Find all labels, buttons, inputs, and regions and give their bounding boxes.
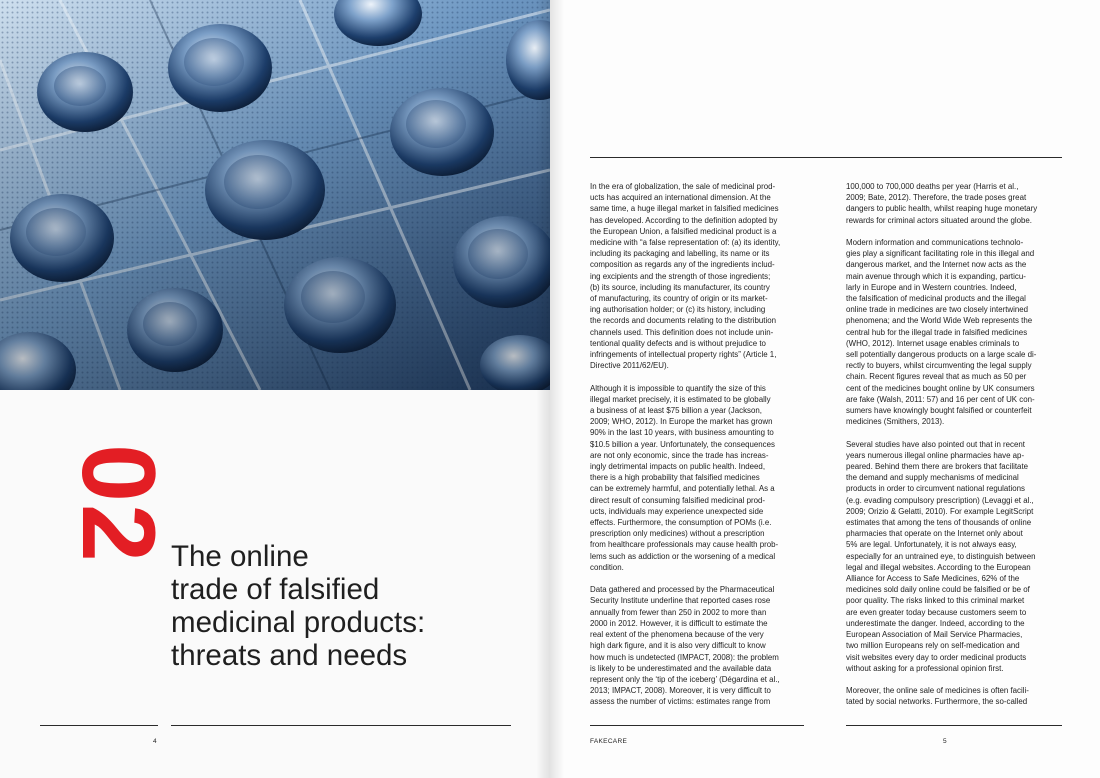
body-text-line: has developed. According to the definition adopted by <box>590 215 778 225</box>
body-text-line: (e.g. evading compulsory prescription) (Levaggi et al., <box>846 495 1034 505</box>
body-text-line: 2000 in 2012. However, it is difficult to estimate the <box>590 618 768 628</box>
body-text-line: Security Institute underline that reported cases rose <box>590 596 771 606</box>
body-text-line: central hub for the illegal trade in falsified medicines <box>846 327 1028 337</box>
paragraph-gap <box>846 226 1060 237</box>
body-text-line: Although it is impossible to quantify the size of this <box>590 383 766 393</box>
body-text-line: rectly to buyers, whilst circumventing the legal supply <box>846 361 1032 371</box>
body-text-line: 90% in the last 10 years, with business amounting to <box>590 428 774 438</box>
body-text-line: In the era of globalization, the sale of medicinal prod- <box>590 182 776 191</box>
body-text-line: lems such as addiction or the worsening of a medical <box>590 551 776 561</box>
body-text-line: the demand and supply mechanisms of medicinal <box>846 473 1019 483</box>
body-text-line: sumers have knowingly bought falsified or counterfeit <box>846 406 1032 416</box>
body-text-line: annually from fewer than 250 in 2002 to more than <box>590 607 767 617</box>
body-text-line: assess the number of victims: estimates range from <box>590 697 771 707</box>
text-column-left <box>590 181 804 708</box>
body-text-line: rewards for criminal actors situated around the globe. <box>846 215 1032 225</box>
body-text-line: main avenue through which it is expanding, particu- <box>846 271 1026 281</box>
body-text-line: ucts has acquired an international dimension. At the <box>590 193 771 203</box>
body-text-line: ing authorisation holder; or (c) its history, including <box>590 305 766 315</box>
chapter-title <box>171 540 531 672</box>
body-text-line: cent of the medicines bought online by UK consumers <box>846 383 1035 393</box>
body-text-line: online trade in medicines are two closely intertwined <box>846 305 1029 315</box>
right-page <box>550 0 1100 778</box>
body-text-line: medicines (Smithers, 2013). <box>846 417 945 427</box>
body-text-line: real extent of the phenomena because of the very <box>590 630 764 640</box>
body-text-line: ing excipients and the strength of those ingredients; <box>590 271 771 281</box>
body-text-line: from healthcare professionals may cause health prob- <box>590 540 779 550</box>
body-text-line: two million Europeans rely on self-medication and <box>846 641 1020 651</box>
body-text-line: years numerous illegal online pharmacies have ap- <box>846 450 1025 460</box>
body-text-line: high dark figure, and it is also very difficult to know <box>590 641 766 651</box>
body-text-line: dangerous market, and the Internet now acts as the <box>846 260 1027 270</box>
paragraph-gap <box>846 674 1060 685</box>
body-text-line: are even greater today because customers seem to <box>846 607 1027 617</box>
body-text-line: represent only the ‘tip of the iceberg’ (Dégardina et al., <box>590 674 780 684</box>
title-line: medicinal products: <box>171 606 426 639</box>
paragraph-gap <box>590 371 804 382</box>
body-text-line: Several studies have also pointed out that in recent <box>846 439 1025 449</box>
title-line: threats and needs <box>171 639 408 672</box>
footer-rule-left <box>590 725 804 726</box>
body-text-line: gies play a significant facilitating role in this illegal and <box>846 249 1035 259</box>
footer-rule-right <box>846 725 1062 726</box>
body-text-line: 2009; WHO, 2012). In Europe the market has grown <box>590 417 773 427</box>
text-column-right <box>846 181 1060 708</box>
title-line: trade of falsified <box>171 573 380 606</box>
body-text-line: infringements of intellectual property rights” (Article 1, <box>590 350 777 360</box>
body-text-line: tentional quality defects and is without prejudice to <box>590 338 766 348</box>
body-text-line: underestimate the danger. Indeed, according to the <box>846 618 1025 628</box>
body-text-line: chain. Recent figures reveal that as much as 50 per <box>846 372 1027 382</box>
body-text-line: Moreover, the online sale of medicines is often facili- <box>846 686 1029 696</box>
body-text-line: sell potentially dangerous products on a large scale di- <box>846 350 1037 360</box>
page-number-left: 4 <box>153 738 157 745</box>
body-text-line: composition as regards any of the ingredients includ- <box>590 260 775 270</box>
body-text-line: 5% are legal. Unfortunately, it is not always easy, <box>846 540 1017 550</box>
body-text-line: the records and documents relating to the distribution <box>590 316 776 326</box>
body-text-line: ucts, individuals may experience unexpected side <box>590 506 764 516</box>
body-text-line: how much is undetected (IMPACT, 2008): the problem <box>590 652 779 662</box>
header-rule <box>590 157 1062 158</box>
body-text-line: is likely to be underestimated and the available data <box>590 663 772 673</box>
body-text-line: are not only economic, since the trade has increas- <box>590 450 769 460</box>
body-text-line: channels used. This definition does not include unin- <box>590 327 774 337</box>
body-text-line: $10.5 billion a year. Unfortunately, the consequences <box>590 439 775 449</box>
body-text-line: Alliance for Access to Safe Medicines, 62% of the <box>846 574 1020 584</box>
body-text-line: visit websites every day to order medicinal products <box>846 652 1027 662</box>
body-text-line: 2013; IMPACT, 2008). Moreover, it is very difficult to <box>590 686 771 696</box>
body-text-line: peared. Behind them there are brokers that facilitate <box>846 462 1029 472</box>
body-text-line: direct result of consuming falsified medicinal prod- <box>590 495 765 505</box>
body-text-line: Data gathered and processed by the Pharmaceutical <box>590 585 775 595</box>
title-line: The online <box>171 540 309 573</box>
body-text-line: phenomena; and the World Wide Web represents the <box>846 316 1033 326</box>
body-text-line: can be extremely harmful, and potentially lethal. As a <box>590 484 775 494</box>
body-text-line: are fake (Walsh, 2011: 57) and 16 per cent of UK con- <box>846 394 1035 404</box>
body-text-line: prescription only medicines) without a prescription <box>590 529 765 539</box>
page-number-right: 5 <box>943 738 947 745</box>
body-text-line: pharmacies that operate on the Internet only about <box>846 529 1023 539</box>
body-text-line: (b) its source, including its manufacturer, its country <box>590 282 770 292</box>
body-text-line: especially for an untrained eye, to distinguish between <box>846 551 1036 561</box>
chapter-number: 02 <box>60 444 176 564</box>
body-text-line: legal and illegal websites. According to the European <box>846 562 1031 572</box>
body-text-line: larly in Europe and in Western countries. Indeed, <box>846 282 1017 292</box>
body-text-line: medicine with “a false representation of: (a) its identity, <box>590 238 781 248</box>
body-text-line: condition. <box>590 562 624 572</box>
body-text-line: including its packaging and labelling, its name or its <box>590 249 770 259</box>
body-text-line: Directive 2011/62/EU). <box>590 361 669 371</box>
body-text-line: products in order to circumvent national regulations <box>846 484 1025 494</box>
body-text-line: European Association of Mail Service Pharmacies, <box>846 630 1023 640</box>
footer-rule-short <box>40 725 158 726</box>
body-text-line: estimates that among the tens of thousands of online <box>846 518 1032 528</box>
body-text-line: same time, a huge illegal market in falsified medicines <box>590 204 779 214</box>
body-text-line: without asking for a professional opinion first. <box>846 663 1004 673</box>
body-text-line: there is a high probability that falsified medicines <box>590 473 760 483</box>
body-text-line: a business of at least $75 billion a year (Jackson, <box>590 406 762 416</box>
blister-pack-photo <box>0 0 550 390</box>
body-text-line: the falsification of medicinal products and the illegal <box>846 294 1026 304</box>
body-text-line: effects. Furthermore, the consumption of POMs (i.e. <box>590 518 772 528</box>
body-text-line: 2009; Orizio & Gelatti, 2010). For example LegitScript <box>846 506 1034 516</box>
body-text-line: 2009; Bate, 2012). Therefore, the trade poses great <box>846 193 1027 203</box>
body-text-line: dangers to public health, whilst reaping huge monetary <box>846 204 1038 214</box>
body-text-line: illegal market precisely, it is estimated to be globally <box>590 394 771 404</box>
body-text-line: of manufacturing, its country of origin or its market- <box>590 294 768 304</box>
body-text-line: tated by social networks. Furthermore, the so-called <box>846 697 1028 707</box>
body-text-line: the European Union, a falsified medicinal product is a <box>590 226 777 236</box>
body-text-line: poor quality. The risks linked to this criminal market <box>846 596 1025 606</box>
paragraph-gap <box>590 573 804 584</box>
body-text-line: ingly detrimental impacts on public health. Indeed, <box>590 462 766 472</box>
body-text-line: 100,000 to 700,000 deaths per year (Harris et al., <box>846 182 1019 191</box>
running-footer: FAKECARE <box>590 738 628 745</box>
body-text-line: medicines sold daily online could be falsified or be of <box>846 585 1030 595</box>
paragraph-gap <box>846 427 1060 438</box>
body-text-line: Modern information and communications technolo- <box>846 238 1024 247</box>
body-text-line: (WHO, 2012). Internet usage enables criminals to <box>846 338 1020 348</box>
footer-rule-long <box>171 725 511 726</box>
